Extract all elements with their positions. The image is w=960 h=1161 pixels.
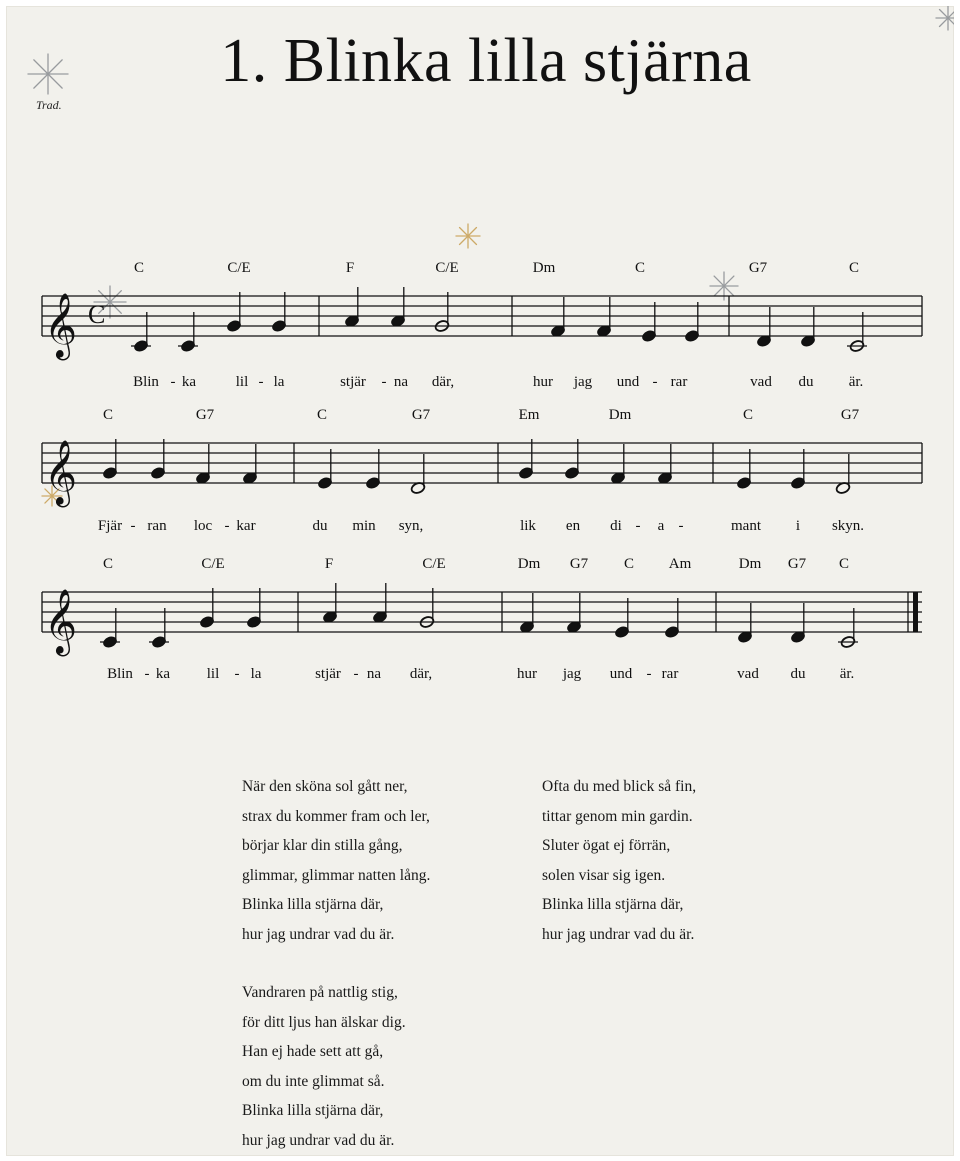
attribution: Trad.	[36, 98, 62, 112]
verse-line: hur jag undrar vad du är.	[242, 1131, 395, 1149]
verses-left-column	[242, 772, 430, 1155]
quarter-note	[566, 593, 582, 634]
chord-symbol: C	[133, 260, 145, 276]
lyric-syllable: stjär	[340, 374, 366, 390]
half-note	[835, 454, 851, 495]
quarter-note	[684, 302, 700, 343]
quarter-note	[641, 302, 657, 343]
verse-stanza	[242, 772, 430, 949]
sheet-music	[6, 6, 954, 706]
verse-line: Vandraren på nattlig stig,	[242, 984, 398, 1001]
lyric-syllable: du	[790, 666, 806, 682]
verse-line: När den sköna sol gått ner,	[242, 778, 408, 795]
quarter-note	[790, 603, 806, 644]
lyric-syllable: und	[616, 374, 640, 390]
quarter-note	[518, 439, 534, 480]
quarter-note	[242, 444, 258, 485]
chord-symbol: Dm	[532, 260, 556, 276]
half-note	[847, 312, 867, 353]
lyric-syllable: du	[798, 374, 814, 390]
lyric-syllable: -	[224, 518, 230, 534]
time-signature: C	[88, 300, 106, 329]
verse-line: Blinka lilla stjärna där,	[242, 1102, 384, 1119]
quarter-note	[365, 449, 381, 490]
chord-symbol: C	[623, 556, 635, 572]
lyric-syllable: ka	[155, 666, 171, 682]
verse-line: glimmar, glimmar natten lång.	[242, 866, 431, 884]
lyric-syllable: min	[352, 518, 376, 534]
lyric-syllable: -	[170, 374, 176, 390]
chord-symbol: G7	[840, 407, 860, 423]
star-decoration-icon	[28, 54, 68, 94]
chord-symbol: C/E	[435, 260, 459, 276]
music-staff	[42, 260, 922, 390]
verse-line: Ofta du med blick så fin,	[542, 778, 697, 795]
chord-symbol: C	[848, 260, 860, 276]
chord-symbol: F	[345, 260, 355, 276]
quarter-note	[657, 444, 673, 485]
quarter-note	[664, 598, 680, 639]
chord-symbol: C	[102, 407, 114, 423]
quarter-note	[344, 287, 360, 328]
chord-symbol: Dm	[738, 556, 762, 572]
lyric-syllable: Fjär	[97, 518, 123, 534]
final-barline	[913, 592, 918, 632]
quarter-note	[800, 307, 816, 348]
music-staff	[42, 407, 922, 534]
lyric-syllable: mant	[731, 518, 761, 534]
quarter-note	[736, 449, 752, 490]
quarter-note	[564, 439, 580, 480]
treble-clef-icon: 𝄞	[44, 589, 78, 654]
lyric-syllable: skyn.	[831, 518, 865, 534]
lyric-syllable: ran	[147, 518, 167, 534]
lyric-syllable: na	[393, 374, 409, 390]
chord-symbol: C/E	[227, 260, 251, 276]
chord-symbol: G7	[569, 556, 589, 572]
chord-symbol: G7	[411, 407, 431, 423]
lyric-syllable: di	[610, 518, 622, 534]
quarter-note	[390, 287, 406, 328]
quarter-note	[614, 598, 630, 639]
star-decoration-icon	[456, 224, 480, 248]
lyric-syllable: vad	[750, 374, 772, 390]
quarter-note	[100, 608, 120, 649]
lyric-syllable: rar	[670, 374, 688, 390]
lyric-syllable: rar	[661, 666, 679, 682]
verse-stanza	[242, 978, 430, 1155]
chord-symbol: Am	[668, 556, 692, 572]
chord-symbol: G7	[195, 407, 215, 423]
lyric-syllable: -	[646, 666, 652, 682]
lyric-syllable: -	[652, 374, 658, 390]
lyric-syllable: där,	[431, 374, 455, 390]
lyric-syllable: hur	[533, 374, 553, 390]
lyric-syllable: kar	[236, 518, 256, 534]
verse-line: hur jag undrar vad du är.	[242, 925, 395, 943]
verse-line: solen visar sig igen.	[542, 866, 666, 884]
lyric-syllable: lik	[520, 518, 536, 534]
half-note	[419, 588, 435, 629]
chord-symbol: F	[324, 556, 334, 572]
lyric-syllable: där,	[409, 666, 433, 682]
quarter-note	[596, 297, 612, 338]
half-note	[838, 608, 858, 649]
quarter-note	[131, 312, 151, 353]
verse-line: tittar genom min gardin.	[542, 807, 693, 825]
lyric-syllable: -	[678, 518, 684, 534]
chord-symbol: Dm	[517, 556, 541, 572]
verse-line: börjar klar din stilla gång,	[242, 837, 403, 854]
chord-symbol: C	[634, 260, 646, 276]
lyric-syllable: -	[635, 518, 641, 534]
lyric-syllable: stjär	[315, 666, 341, 682]
song-sheet	[6, 6, 954, 1156]
chord-symbol: G7	[748, 260, 768, 276]
quarter-note	[246, 588, 262, 629]
lyric-syllable: -	[258, 374, 264, 390]
chord-symbol: C	[316, 407, 328, 423]
star-decoration-icon	[936, 6, 954, 30]
quarter-note	[102, 439, 118, 480]
quarter-note	[610, 444, 626, 485]
quarter-note	[322, 583, 338, 624]
verse-line: Sluter ögat ej förrän,	[542, 837, 671, 854]
chord-symbol: G7	[787, 556, 807, 572]
lyric-syllable: en	[565, 518, 581, 534]
lyric-syllable: Blin	[133, 374, 159, 390]
lyric-syllable: und	[609, 666, 633, 682]
quarter-note	[756, 307, 772, 348]
quarter-note	[271, 292, 287, 333]
lyric-syllable: -	[144, 666, 150, 682]
quarter-note	[150, 439, 166, 480]
lyric-syllable: lil	[206, 666, 220, 682]
verse-line: Han ej hade sett att gå,	[242, 1043, 384, 1060]
chord-symbol: C	[838, 556, 850, 572]
music-staff	[42, 556, 922, 682]
lyric-syllable: loc	[193, 518, 213, 534]
lyric-syllable: är.	[848, 374, 864, 390]
lyric-syllable: la	[250, 666, 262, 682]
half-note	[434, 292, 450, 333]
chord-symbol: Dm	[608, 407, 632, 423]
treble-clef-icon: 𝄞	[44, 440, 78, 505]
quarter-note	[372, 583, 388, 624]
verses-right-column	[542, 772, 696, 949]
lyric-syllable: la	[273, 374, 285, 390]
treble-clef-icon: 𝄞	[44, 293, 78, 358]
lyric-syllable: jag	[562, 666, 582, 682]
lyric-syllable: -	[381, 374, 387, 390]
lyric-syllable: du	[312, 518, 328, 534]
verse-line: om du inte glimmat så.	[242, 1072, 385, 1090]
lyric-syllable: lil	[235, 374, 249, 390]
quarter-note	[519, 593, 535, 634]
quarter-note	[226, 292, 242, 333]
lyric-syllable: i	[795, 518, 801, 534]
quarter-note	[149, 608, 169, 649]
lyric-syllable: vad	[737, 666, 759, 682]
verse-line: hur jag undrar vad du är.	[542, 925, 695, 943]
lyric-syllable: syn,	[398, 518, 424, 534]
stanza-gap	[242, 949, 430, 978]
lyric-syllable: -	[234, 666, 240, 682]
chord-symbol: Em	[518, 407, 540, 423]
quarter-note	[317, 449, 333, 490]
quarter-note	[737, 603, 753, 644]
half-note	[410, 454, 426, 495]
lyric-syllable: hur	[517, 666, 537, 682]
lyric-syllable: jag	[573, 374, 593, 390]
verse-stanza	[542, 772, 696, 949]
lyric-syllable: na	[366, 666, 382, 682]
chord-symbol: C/E	[201, 556, 225, 572]
song-title: 1. Blinka lilla stjärna	[220, 27, 752, 95]
quarter-note	[178, 312, 198, 353]
lyric-syllable: a	[657, 518, 665, 534]
quarter-note	[550, 297, 566, 338]
lyric-syllable: ka	[181, 374, 197, 390]
lyric-syllable: -	[353, 666, 359, 682]
verse-line: Blinka lilla stjärna där,	[242, 896, 384, 913]
lyric-syllable: Blin	[107, 666, 133, 682]
verse-line: strax du kommer fram och ler,	[242, 807, 430, 825]
verse-line: för ditt ljus han älskar dig.	[242, 1013, 406, 1031]
quarter-note	[199, 588, 215, 629]
chord-symbol: C	[742, 407, 754, 423]
chord-symbol: C/E	[422, 556, 446, 572]
lyric-syllable: -	[130, 518, 136, 534]
lyric-syllable: är.	[839, 666, 855, 682]
chord-symbol: C	[102, 556, 114, 572]
quarter-note	[195, 444, 211, 485]
verse-line: Blinka lilla stjärna där,	[542, 896, 684, 913]
quarter-note	[790, 449, 806, 490]
